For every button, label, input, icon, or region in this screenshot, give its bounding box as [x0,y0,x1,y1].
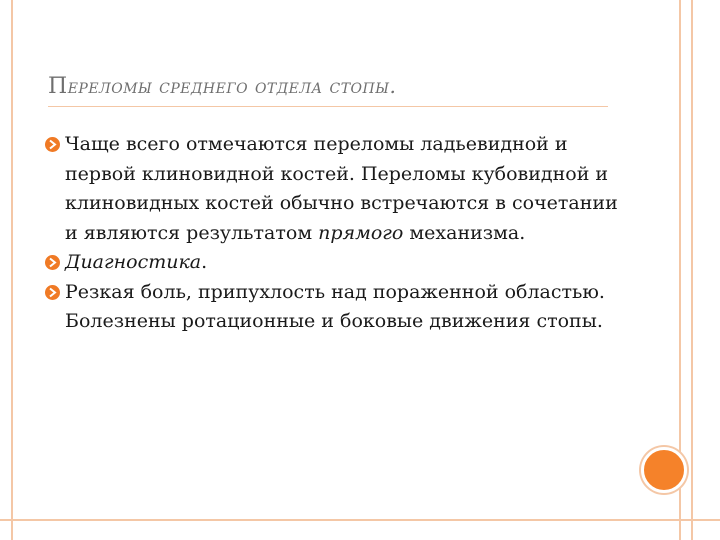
title-rest: ереломы среднего отдела стопы. [67,74,397,98]
bullet-1-text-before: Чаще всего отмечаются переломы ладьевидной и первой клиновидной костей. Переломы кубовидной и клиновидных костей обычно встречаются в сочетании и являются результатом [65,133,618,244]
bullet-list [45,130,625,337]
chevron-bullet-icon [45,255,60,270]
chevron-bullet-icon [45,137,60,152]
frame-right-line-outer [691,0,693,540]
title-divider [48,106,608,107]
bullet-2-text-after: . [201,251,208,273]
chevron-bullet-icon [45,285,60,300]
frame-bottom-line [0,519,720,521]
bullet-item-2 [45,248,625,278]
bullet-3-text: Резкая боль, припухлость над пораженной областью. Болезнены ротационные и боковые движения стопы. [65,280,605,332]
bullet-item-1 [45,130,625,248]
title-first-letter: П [48,74,68,99]
frame-left-line [11,0,13,540]
decorative-circle [641,447,687,493]
bullet-2-text-italic: Диагностика [65,251,202,273]
bullet-item-3 [45,278,625,337]
bullet-1-text-italic: прямого [318,221,404,244]
bullet-1-text-after: механизма. [403,221,526,244]
slide-title [48,74,396,99]
